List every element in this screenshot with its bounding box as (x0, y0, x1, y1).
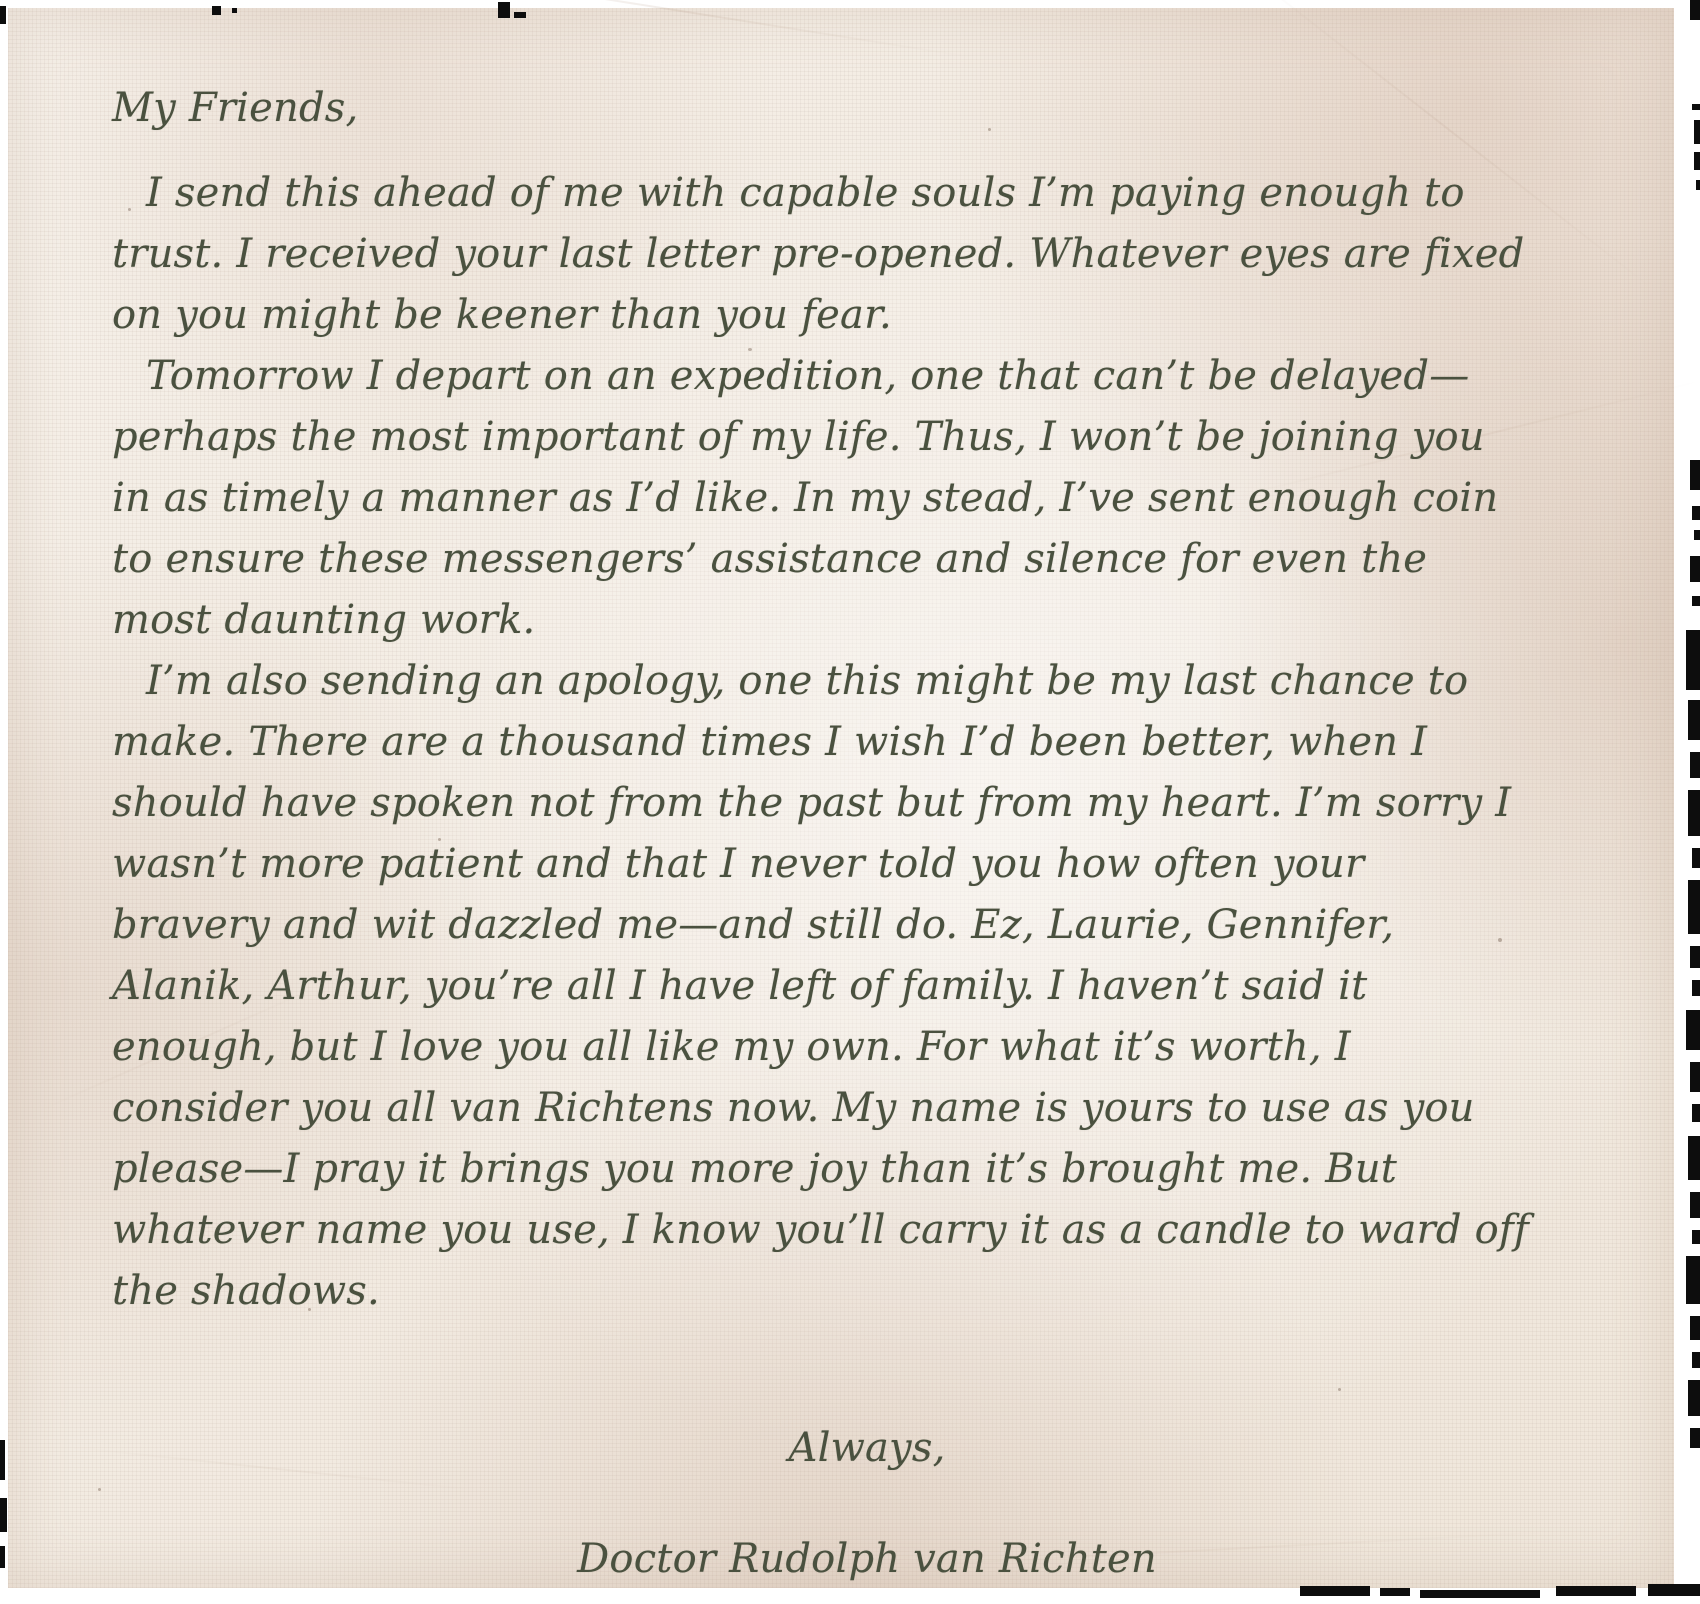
letter-paragraph-1: I send this ahead of me with capable souls I’m paying enough to trust. I received your last letter pre-opened. Whatever eyes are fixed on you might be keener than you fear. (112, 170, 1525, 338)
edge-mark (1692, 104, 1700, 110)
paper-speck (98, 1488, 101, 1491)
edge-mark (1420, 1590, 1540, 1598)
edge-mark (0, 1440, 5, 1480)
edge-mark (1688, 790, 1700, 836)
edge-mark (1688, 700, 1700, 740)
letter-signature: Doctor Rudolph van Richten (577, 1536, 1157, 1582)
letter-paragraph-3: I’m also sending an apology, one this might be my last chance to make. There are a thousand times I wish I’d been better, when I should have spoken not from the past but from my heart. I’m sorry I wasn’t more patient and that I never told you how often your bravery and wit dazzled me—and still do. Ez, Laurie, Gennifer, Alanik, Arthur, you’re all I have left of family. I haven’t said it enough, but I love you all like my own. For what it’s worth, I consider you all van Richtens now. My name is yours to use as you please—I pray it brings you more joy than it’s brought me. But whatever name you use, I know you’ll carry it as a candle to ward off the shadows. (112, 658, 1529, 1314)
edge-mark (1690, 1062, 1700, 1092)
letter-closing-block (112, 1418, 1532, 1590)
edge-mark (1696, 180, 1700, 190)
edge-mark (1688, 1380, 1700, 1416)
edge-mark (1692, 980, 1700, 996)
edge-mark (1686, 1010, 1700, 1050)
edge-mark (1690, 0, 1700, 20)
edge-mark (1690, 556, 1700, 582)
edge-mark (1690, 1192, 1700, 1218)
parchment-sheet (8, 8, 1674, 1588)
edge-mark (1686, 1256, 1700, 1304)
edge-mark (0, 6, 6, 24)
edge-mark (1692, 1104, 1700, 1122)
edge-mark (0, 1498, 7, 1532)
edge-mark (1690, 1316, 1700, 1340)
edge-mark (1694, 120, 1700, 144)
edge-mark (1692, 1230, 1700, 1244)
edge-mark (1694, 530, 1700, 540)
paper-crease (362, 0, 975, 58)
edge-mark (1690, 946, 1700, 968)
edge-mark (1692, 506, 1700, 520)
edge-mark (1688, 880, 1700, 934)
edge-mark (1690, 1428, 1700, 1448)
edge-mark (1688, 1136, 1700, 1180)
edge-mark (1692, 596, 1700, 606)
edge-mark (0, 1546, 5, 1568)
letter-closing: Always, (788, 1425, 946, 1471)
edge-mark (1694, 152, 1700, 170)
letter-paragraph-2: Tomorrow I depart on an expedition, one that can’t be delayed—perhaps the most important of my life. Thus, I won’t be joining you in as timely a manner as I’d like. In my stead, I’ve sent enough coin to ensure these messengers’ assistance and silence for even the most daunting work. (112, 353, 1499, 643)
letter-salutation: My Friends, (112, 85, 359, 131)
edge-mark (1690, 460, 1700, 490)
letter-body (112, 78, 1532, 1590)
edge-mark (1686, 630, 1700, 690)
edge-mark (1692, 1352, 1700, 1368)
edge-mark (1692, 848, 1700, 868)
edge-mark (1690, 752, 1700, 778)
